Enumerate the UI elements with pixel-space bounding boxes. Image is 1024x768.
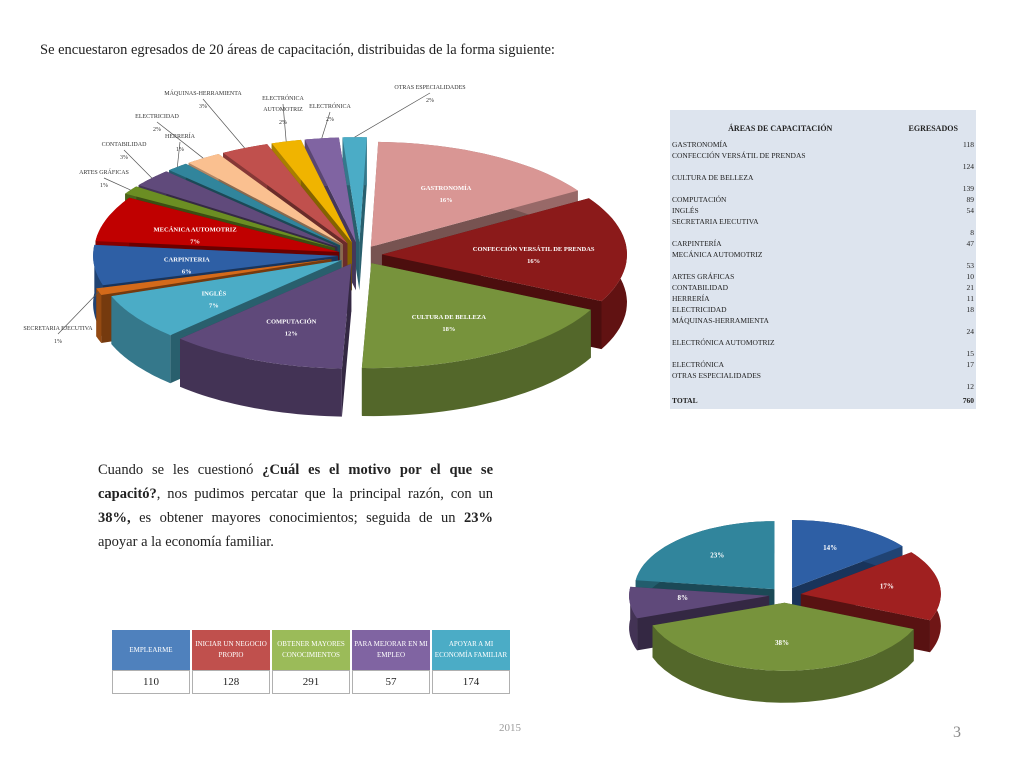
area-cell: ARTES GRÁFICAS [672,272,735,281]
slice-percent-label: 8% [677,594,688,603]
callout-percent: 2% [426,98,434,104]
area-cell: SECRETARIA EJECUTIVA [672,217,759,226]
total-value: 760 [962,396,974,405]
summary-paragraph [98,458,493,554]
table-row [670,139,976,150]
area-cell: ELECTRÓNICA [672,360,725,369]
value-cell: 17 [966,360,974,369]
reason-header: APOYAR A MI ECONOMÍA FAMILIAR [432,630,510,670]
table-row [670,194,976,205]
paragraph-value: 38%, [98,510,131,526]
slice-percent-label: 7% [190,238,200,246]
paragraph-value: 23% [464,510,493,526]
reason-value: 291 [272,670,350,694]
callout-label: ELECTRÓNICA [309,104,351,110]
slice-percent-label: 16% [527,258,541,266]
value-cell: 18 [966,305,974,314]
training-reasons-table [110,630,512,694]
page-number: 3 [953,724,961,741]
callout-percent: 2% [153,127,161,133]
value-cell: 11 [966,294,974,303]
area-cell: GASTRONOMÍA [672,140,728,149]
table-row [670,359,976,370]
callout-percent: 2% [279,120,287,126]
callout-percent: 1% [176,147,184,153]
callout-label: SECRETARIA EJECUTIVA [23,326,93,332]
callout-label: OTRAS ESPECIALIDADES [394,85,466,91]
value-cell: 10 [966,272,974,281]
callout-label: CONTABILIDAD [101,142,147,148]
callout-line [177,142,180,167]
reason-value: 57 [352,670,430,694]
area-cell: COMPUTACIÓN [672,195,727,204]
paragraph-question: ¿Cuál es el motivo por el que se capacitó? [98,462,493,502]
area-cell: CONTABILIDAD [672,283,729,292]
reason-header: OBTENER MAYORES CONOCIMIENTOS [272,630,350,670]
slice-label: INGLÉS [201,290,227,298]
slice-percent-label: 38% [775,638,790,647]
paragraph-text: es obtener mayores conocimientos; seguida de un [130,510,464,526]
area-cell: ELECTRÓNICA AUTOMOTRIZ [672,338,775,347]
table-row [670,370,976,392]
area-cell: HERRERÍA [672,294,710,303]
slice-percent-label: 17% [879,582,894,591]
callout-label: ELECTRICIDAD [135,114,179,120]
slice-percent-label: 7% [209,302,219,310]
area-cell: MECÁNICA AUTOMOTRIZ [672,250,763,259]
callout-percent: 2% [326,117,334,123]
slice-percent-label: 6% [181,268,192,276]
area-cell: INGLÉS [672,206,699,215]
value-cell: 139 [962,184,974,193]
reason-value: 174 [432,670,510,694]
callout-label: AUTOMOTRIZ [263,107,303,113]
value-cell: 47 [966,239,974,248]
value-cell: 54 [966,206,974,215]
slice-label: MECÁNICA AUTOMOTRIZ [153,226,237,234]
callout-label: ARTES GRÁFICAS [79,170,129,176]
area-cell: ELECTRICIDAD [672,305,727,314]
table-header-areas: ÁREAS DE CAPACITACIÓN [728,124,833,133]
callout-label: HERRERÍA [165,134,195,140]
callout-label: MÁQUINAS-HERRAMIENTA [164,91,242,97]
callout-line [203,99,245,148]
slice-label: CONFECCIÓN VERSÁTIL DE PRENDAS [472,246,595,254]
reason-header: PARA MEJORAR EN MI EMPLEO [352,630,430,670]
footer-year: 2015 [499,722,521,734]
value-cell: 21 [966,283,974,292]
training-areas-table [670,110,976,409]
table-row [670,172,976,194]
table-row [670,150,976,172]
value-cell: 8 [970,228,974,237]
table-header-graduates: EGRESADOS [908,124,958,133]
table-row [670,315,976,337]
paragraph-text: apoyar a la economía familiar. [98,534,274,550]
table-row [670,271,976,282]
page-heading: Se encuestaron egresados de 20 áreas de capacitación, distribuidas de la forma siguiente: [40,42,555,58]
callout-percent: 3% [120,155,128,161]
reason-header: EMPLEARME [112,630,190,670]
reason-header: INICIAR UN NEGOCIO PROPIO [192,630,270,670]
training-areas-pie-chart [0,80,660,450]
table-row [670,249,976,271]
slice-percent-label: 12% [284,330,298,338]
slice-label: CULTURA DE BELLEZA [411,314,486,322]
area-cell: OTRAS ESPECIALIDADES [672,371,761,380]
slice-label: GASTRONOMÍA [420,185,472,193]
callout-label: ELECTRÓNICA [262,96,304,102]
area-cell: CONFECCIÓN VERSÁTIL DE PRENDAS [672,151,806,160]
table-row [670,238,976,249]
value-cell: 15 [966,349,974,358]
value-cell: 12 [966,382,974,391]
area-cell: CARPINTERÍA [672,239,722,248]
reason-value: 110 [112,670,190,694]
callout-percent: 1% [100,183,108,189]
value-cell: 24 [966,327,974,336]
value-cell: 118 [963,140,974,149]
slice-label: COMPUTACIÓN [266,318,317,326]
slice-percent-label: 18% [442,326,456,334]
total-label: TOTAL [672,396,698,405]
value-cell: 53 [966,261,974,270]
slice-label: CARPINTERIA [163,256,210,264]
table-row [670,293,976,304]
callout-line [355,93,430,137]
table-row [670,337,976,359]
callout-percent: 3% [199,104,207,110]
table-row [670,282,976,293]
table-row [670,205,976,216]
value-cell: 89 [966,195,974,204]
training-reasons-pie-chart [600,500,960,710]
callout-percent: 1% [54,339,62,345]
area-cell: CULTURA DE BELLEZA [672,173,754,182]
slice-percent-label: 16% [439,197,453,205]
table-row [670,216,976,238]
reason-value: 128 [192,670,270,694]
area-cell: MÁQUINAS-HERRAMIENTA [672,316,769,325]
paragraph-text: , nos pudimos percatar que la principal razón, con un [156,486,493,502]
slice-percent-label: 23% [710,551,725,560]
table-total-row [670,392,976,409]
table-row [670,304,976,315]
value-cell: 124 [962,162,974,171]
slice-percent-label: 14% [823,544,838,553]
callout-line [322,112,330,138]
paragraph-text: Cuando se les cuestionó [98,462,263,478]
